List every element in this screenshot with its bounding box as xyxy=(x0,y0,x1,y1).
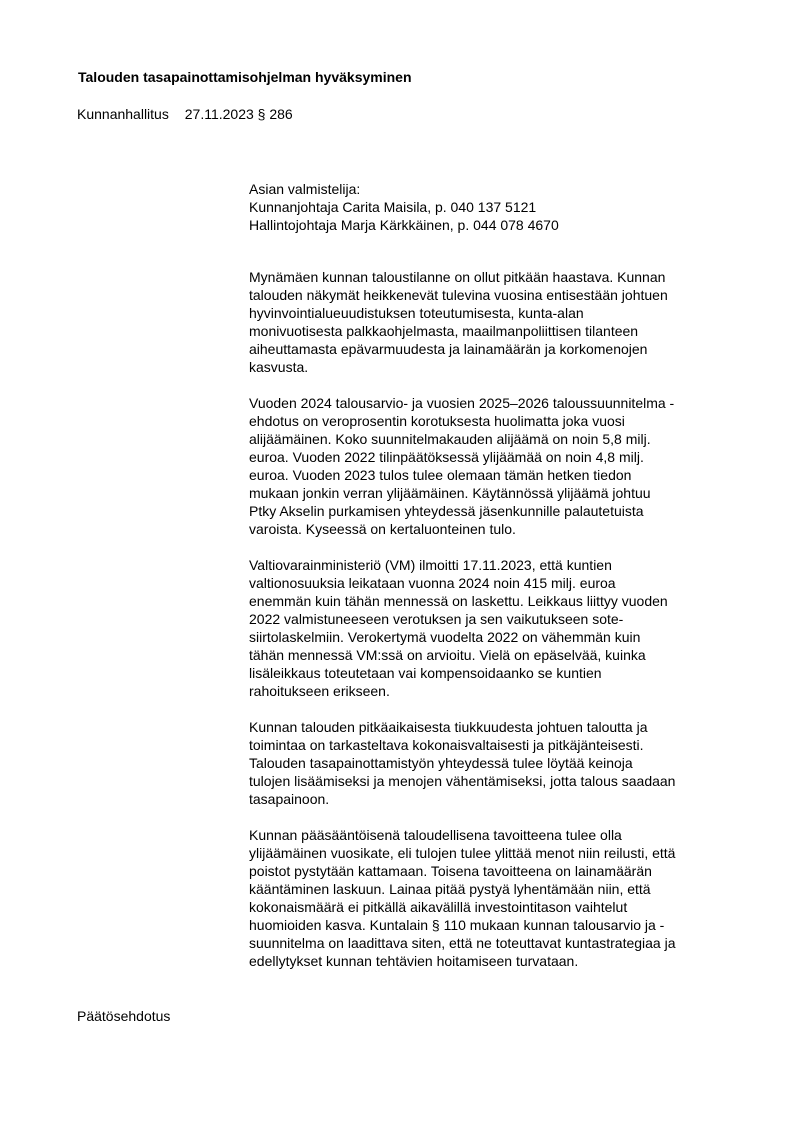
document-body xyxy=(249,180,749,988)
text-line: tasapainoon. xyxy=(249,791,330,807)
text-line: tulojen lisäämiseksi ja menojen vähentämiseksi, jotta talous saadaan xyxy=(249,773,676,789)
text-line: hyvinvointialueuudistuksen toteutumisesta, kunta-alan xyxy=(249,305,584,321)
text-line: suunnitelma on laadittava siten, että ne toteuttavat kuntastrategiaa ja xyxy=(249,935,676,951)
preparer-line: Kunnanjohtaja Carita Maisila, p. 040 137 5121 xyxy=(249,199,537,215)
text-line: alijäämäinen. Koko suunnitelmakauden alijäämä on noin 5,8 milj. xyxy=(249,431,651,447)
meeting-date-section: 27.11.2023 § 286 xyxy=(184,106,293,122)
text-line: 2022 valmistuneeseen verotuksen ja sen vaikutukseen sote- xyxy=(249,611,624,627)
preparers-heading: Asian valmistelija: xyxy=(249,181,361,197)
text-line: euroa. Vuoden 2023 tulos tulee olemaan tämän hetken tiedon xyxy=(249,467,632,483)
text-line: Talouden tasapainottamistyön yhteydessä tulee löytää keinoja xyxy=(249,755,633,771)
decision-proposal-heading: Päätösehdotus xyxy=(77,1008,171,1024)
text-line: tähän mennessä VM:ssä on arvioitu. Vielä on epäselvää, kuinka xyxy=(249,647,646,663)
text-line: kasvusta. xyxy=(249,359,309,375)
paragraph-state-subsidy-cuts xyxy=(249,556,749,700)
paragraph-budget-proposal xyxy=(249,394,749,538)
text-line: enemmän kuin tähän mennessä on laskettu. Leikkaus liittyy vuoden xyxy=(249,593,668,609)
text-line: Vuoden 2024 talousarvio- ja vuosien 2025–2026 taloussuunnitelma - xyxy=(249,395,675,411)
paragraph-financial-goals xyxy=(249,826,749,970)
meeting-reference xyxy=(77,106,293,123)
text-line: ylijäämäinen vuosikate, eli tulojen tulee ylittää menot niin reilusti, että xyxy=(249,845,676,861)
text-line: Mynämäen kunnan taloustilanne on ollut pitkään haastava. Kunnan xyxy=(249,269,666,285)
text-line: siirtolaskelmiin. Verokertymä vuodelta 2022 on vähemmän kuin xyxy=(249,629,641,645)
text-line: monivuotisesta palkkaohjelmasta, maailmanpoliittisen tilanteen xyxy=(249,323,639,339)
text-line: Kunnan talouden pitkäaikaisesta tiukkuudesta johtuen taloutta ja xyxy=(249,719,648,735)
text-line: valtionosuuksia leikataan vuonna 2024 noin 415 milj. euroa xyxy=(249,575,616,591)
text-line: talouden näkymät heikkenevät tulevina vuosina entisestään johtuen xyxy=(249,287,668,303)
text-line: lisäleikkaus toteutetaan vai kompensoidaanko se kuntien xyxy=(249,665,602,681)
text-line: kääntäminen laskuun. Lainaa pitää pystyä lyhentämään niin, että xyxy=(249,881,651,897)
text-line: poistot pystytään kattamaan. Toisena tavoitteena on lainamäärän xyxy=(249,863,652,879)
paragraph-balancing-work xyxy=(249,718,749,808)
text-line: mukaan jonkin verran ylijäämäinen. Käytännössä ylijäämä johtuu xyxy=(249,485,651,501)
paragraph-financial-situation xyxy=(249,268,749,376)
preparers-block xyxy=(249,180,749,234)
text-line: kokonaismäärä ei pitkällä aikavälillä investointitason vaihtelut xyxy=(249,899,628,915)
text-line: huomioiden kasva. Kuntalain § 110 mukaan kunnan talousarvio ja - xyxy=(249,917,665,933)
text-line: rahoitukseen erikseen. xyxy=(249,683,390,699)
meeting-body: Kunnanhallitus xyxy=(77,106,169,122)
document-title: Talouden tasapainottamisohjelman hyväksyminen xyxy=(78,69,412,85)
text-line: euroa. Vuoden 2022 tilinpäätöksessä ylijäämää on noin 4,8 milj. xyxy=(249,449,644,465)
text-line: aiheuttamasta epävarmuudesta ja lainamäärän ja korkomenojen xyxy=(249,341,648,357)
text-line: Valtiovarainministeriö (VM) ilmoitti 17.11.2023, että kuntien xyxy=(249,557,612,573)
text-line: toimintaa on tarkasteltava kokonaisvaltaisesti ja pitkäjänteisesti. xyxy=(249,737,644,753)
text-line: edellytykset kunnan tehtävien hoitamiseen turvataan. xyxy=(249,953,579,969)
preparer-line: Hallintojohtaja Marja Kärkkäinen, p. 044 078 4670 xyxy=(249,217,559,233)
text-line: varoista. Kyseessä on kertaluonteinen tulo. xyxy=(249,521,516,537)
text-line: Kunnan pääsääntöisenä taloudellisena tavoitteena tulee olla xyxy=(249,827,622,843)
text-line: Ptky Akselin purkamisen yhteydessä jäsenkunnille palautetuista xyxy=(249,503,644,519)
text-line: ehdotus on veroprosentin korotuksesta huolimatta joka vuosi xyxy=(249,413,625,429)
